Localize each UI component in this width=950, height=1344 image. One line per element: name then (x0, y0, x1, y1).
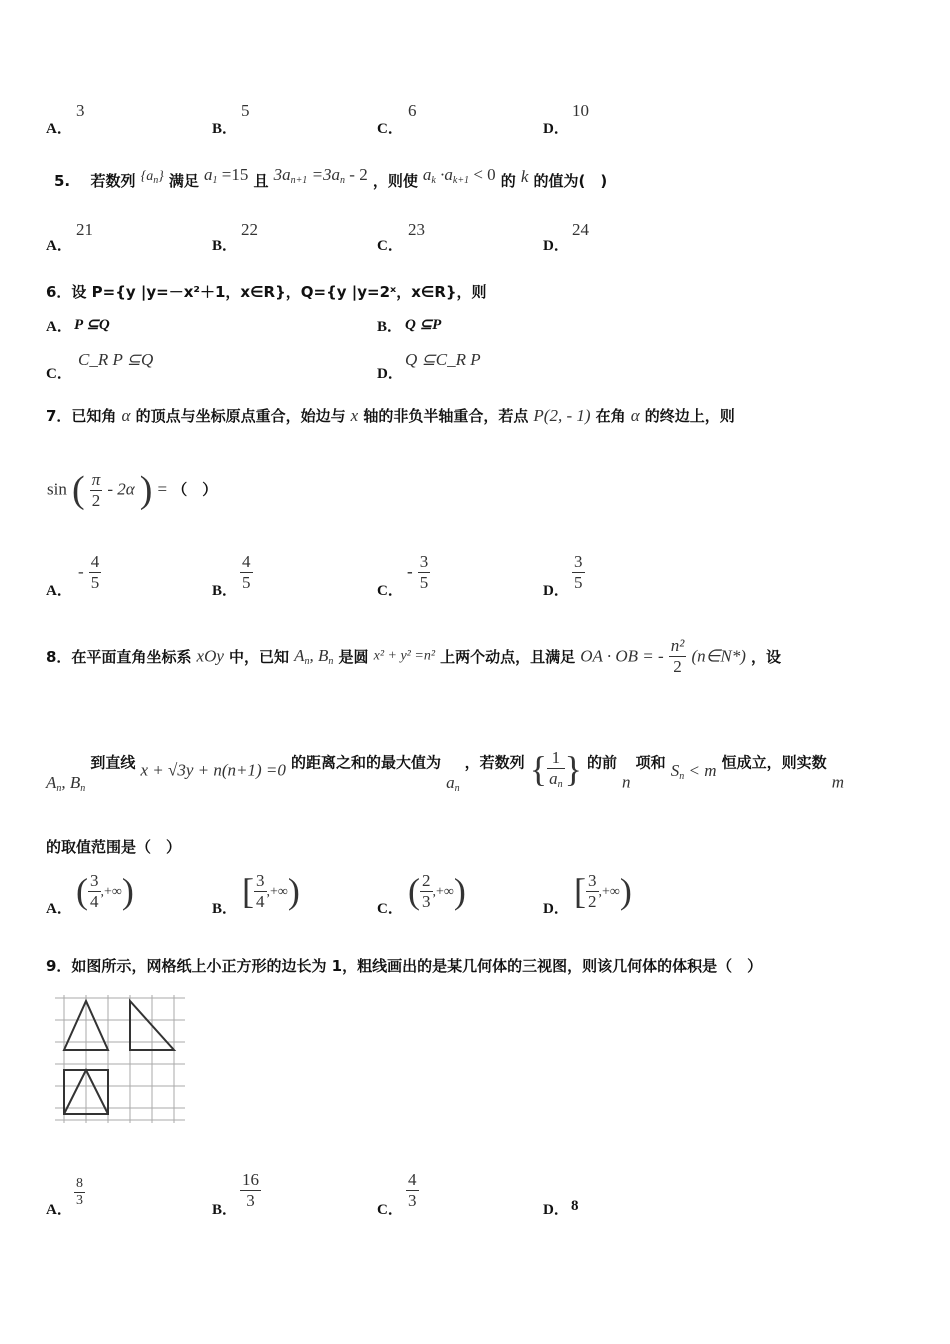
q5-option-a-label[interactable]: A． (46, 238, 72, 254)
q8-an: $a_n$ (446, 772, 460, 794)
q7-text-3: 轴的非负半轴重合，若点 (363, 407, 529, 425)
q5-text-4: ，则使 (372, 172, 418, 190)
q8-sn-lt-m: $S_n < m$ (670, 760, 717, 782)
q6-option-b-label[interactable]: B． (377, 319, 403, 335)
q5-number: 5. (54, 172, 71, 190)
q9-stem: 9．如图所示，网格纸上小正方形的边长为 1，粗线画出的是某几何体的三视图，则该几何体的体积是（ ） (46, 957, 763, 975)
q5-option-b-label[interactable]: B． (212, 238, 238, 254)
q5-text-6: 的值为( ) (533, 172, 608, 190)
q8-n: n (622, 772, 631, 792)
q4-option-a-label[interactable]: A． (46, 121, 72, 137)
q5-cond1: $a_1 =15$ (204, 165, 249, 186)
q8-option-a-value: ( $\frac{3}{4}$ ,+∞) (76, 870, 134, 911)
q8-option-d-value: [ $\frac{3}{2}$ ,+∞) (574, 870, 632, 911)
q8-m: m (831, 772, 844, 792)
q7-option-c-label[interactable]: C． (377, 583, 403, 599)
q7-text-1: 7．已知角 (46, 407, 117, 425)
q5-option-d-label[interactable]: D． (543, 238, 569, 254)
q5-text-2: 满足 (168, 172, 199, 190)
q9-option-a-value: $\frac{8}{3}$ (76, 1176, 83, 1208)
q6-option-b-value: Q ⊆P (405, 317, 442, 333)
q4-option-c-value: 6 (408, 101, 417, 120)
q9-option-d-value: 8 (571, 1198, 579, 1214)
q8-stem-line-2: $A_n$, $B_n$ 到直线 x + √3y + n(n+1) =0 的距离之和的最大值为 $a_n$ ，若数列 { $\frac{1}{a_n}$ } 的前 n 项和 $S_n < m$ 恒成立，则实数 m (46, 748, 844, 794)
q8-line-eq: x + √3y + n(n+1) =0 (140, 760, 286, 780)
q7-option-b-label[interactable]: B． (212, 583, 238, 599)
q7-point: P(2, - 1) (533, 406, 591, 425)
q8-xoy: xOy (196, 646, 224, 666)
q9-option-b-value: $\frac{16}{3}$ (242, 1170, 259, 1210)
q9-option-a-label[interactable]: A． (46, 1202, 72, 1218)
q6-option-c-value: C_R P ⊆Q (78, 350, 154, 369)
q5-option-c-label[interactable]: C． (377, 238, 403, 254)
q7-alpha-1: α (121, 406, 131, 425)
q5-k: k (520, 167, 529, 186)
q5-option-b-value: 22 (241, 220, 258, 239)
q7-expression: sin ( $\frac{\pi}{2}$ - 2α ) = （ ） (47, 469, 218, 511)
q8-circle: x² + y² =n² (373, 648, 436, 664)
q4-option-c-label[interactable]: C． (377, 121, 403, 137)
q6-option-c-label[interactable]: C． (46, 366, 72, 382)
q7-stem (46, 405, 735, 426)
q5-option-c-value: 23 (408, 220, 425, 239)
q8-one-over-an: $\frac{1}{a_n}$ (549, 748, 563, 790)
q9-grid (55, 995, 185, 1123)
q8-option-c-value: ( $\frac{2}{3}$ ,+∞) (408, 870, 466, 911)
q7-option-a-label[interactable]: A． (46, 583, 72, 599)
q4-option-d-label[interactable]: D． (543, 121, 569, 137)
q5-option-d-value: 24 (572, 220, 589, 239)
q5-stem (54, 165, 607, 193)
q7-option-d-label[interactable]: D． (543, 583, 569, 599)
q8-option-a-label[interactable]: A． (46, 901, 72, 917)
q9-option-d-label[interactable]: D． (543, 1202, 569, 1218)
q7-text-2: 的顶点与坐标原点重合，始边与 (135, 407, 346, 425)
q8-option-b-label[interactable]: B． (212, 901, 238, 917)
q6-option-a-value: P ⊆Q (74, 317, 110, 333)
q6-option-d-label[interactable]: D． (377, 366, 403, 382)
q5-sequence: $\{a_n\}$ (140, 169, 164, 186)
q5-option-a-value: 21 (76, 220, 93, 239)
q8-n-in-n: (n∈N*) (691, 646, 746, 666)
q8-n2-over-2: $\frac{\text{n²}}{2}$ (670, 636, 685, 676)
q5-text-3: 且 (253, 172, 269, 190)
q8-an-bn-2: $A_n$, $B_n$ (46, 772, 86, 794)
q7-text-4: 在角 (595, 407, 626, 425)
q5-text-5: 的 (500, 172, 516, 190)
q7-minus-2alpha: - 2α (107, 479, 135, 499)
q7-option-c-value: - $\frac{3}{5}$ (407, 552, 429, 592)
q7-x: x (350, 406, 359, 425)
q5-cond2: $3a_{n+1} =3a_n - 2$ (273, 165, 368, 186)
q9-option-c-value: $\frac{4}{3}$ (408, 1170, 417, 1210)
q4-option-a-value: 3 (76, 101, 85, 120)
q9-option-b-label[interactable]: B． (212, 1202, 238, 1218)
q6-option-d-value: Q ⊆C_R P (405, 350, 481, 369)
q6-stem: 6．设 P={y |y=－x²＋1，x∈R}，Q={y |y=2ˣ，x∈R}，则 (46, 283, 487, 301)
q7-option-b-value: $\frac{4}{5}$ (242, 552, 251, 592)
q8-option-d-label[interactable]: D． (543, 901, 569, 917)
q8-stem-line-3: 的取值范围是（ ） (46, 838, 182, 856)
q7-paren: （ ） (172, 480, 218, 499)
q8-dot-product: OA · OB = - (580, 646, 664, 666)
q4-option-d-value: 10 (572, 101, 589, 120)
q5-text-1: 若数列 (90, 172, 136, 190)
q5-cond3: $a_k \cdot a_{k+1} < 0$ (422, 165, 496, 186)
q4-option-b-value: 5 (241, 101, 250, 120)
q7-option-a-value: - $\frac{4}{5}$ (78, 552, 100, 592)
q7-equals: = (157, 479, 168, 499)
q7-option-d-value: $\frac{3}{5}$ (574, 552, 583, 592)
q8-stem-line-1: 8．在平面直角坐标系 xOy 中，已知 $A_n$, $B_n$ 是圆 x² + y² =n² 上两个动点，且满足 OA · OB = - $\frac{\text{n²}}{2}$ (n∈N*) ，设 (46, 636, 782, 676)
q6-option-a-label[interactable]: A． (46, 319, 72, 335)
q7-alpha-2: α (630, 406, 640, 425)
q4-option-b-label[interactable]: B． (212, 121, 238, 137)
q9-three-view-figure (55, 995, 187, 1125)
q8-option-c-label[interactable]: C． (377, 901, 403, 917)
q8-an-bn: $A_n$, $B_n$ (294, 646, 334, 667)
q7-sin: sin (47, 479, 67, 499)
q7-pi-over-2: $\frac{\pi}{2}$ (91, 469, 101, 510)
q8-option-b-value: [ $\frac{3}{4}$ ,+∞) (242, 870, 300, 911)
q9-option-c-label[interactable]: C． (377, 1202, 403, 1218)
q7-text-5: 的终边上，则 (644, 407, 735, 425)
